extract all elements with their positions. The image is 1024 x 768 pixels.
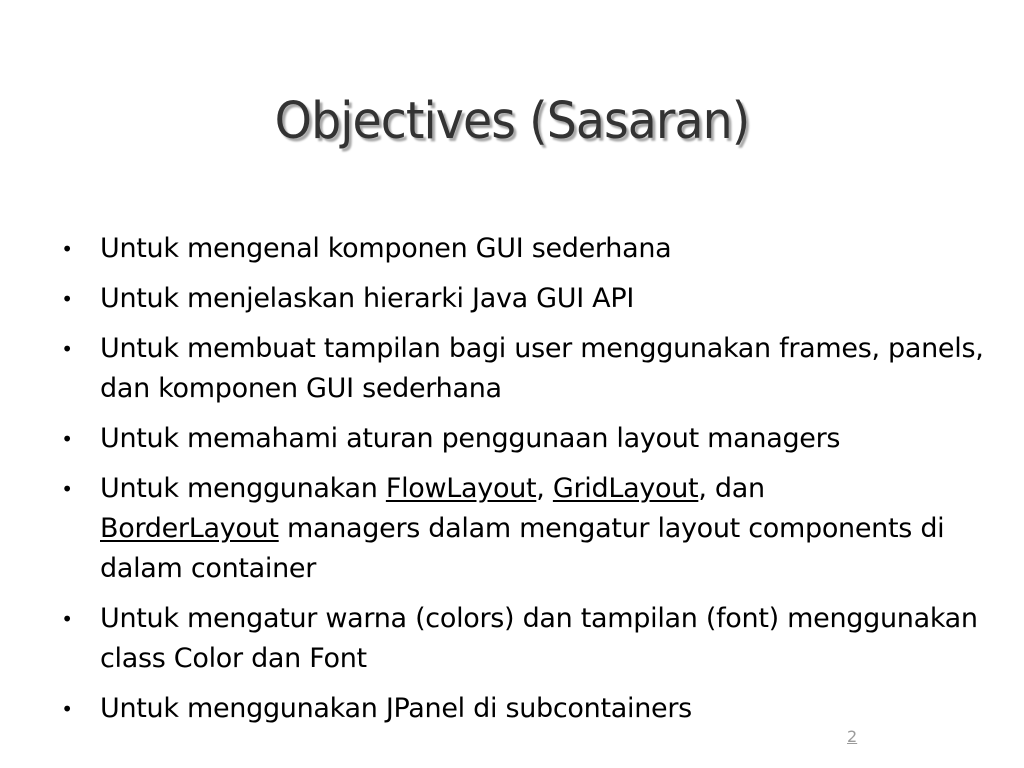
list-item (60, 229, 1000, 269)
bullet-icon: • (61, 337, 73, 361)
list-item (60, 689, 1000, 729)
list-item (60, 599, 1000, 679)
slide-title: Objectives (Sasaran) (274, 92, 750, 151)
list-item-text-before: Untuk menggunakan (100, 473, 386, 504)
list-item-text: Untuk membuat tampilan bagi user menggunakan frames, panels, dan komponen GUI sederhana (100, 333, 984, 404)
bullet-icon: • (61, 477, 73, 501)
list-item (60, 279, 1000, 319)
bullet-icon: • (61, 697, 73, 721)
bullet-icon: • (61, 427, 73, 451)
list-item-text: Untuk memahami aturan penggunaan layout managers (100, 423, 841, 454)
list-item (60, 329, 1000, 409)
list-item-text: Untuk mengatur warna (colors) dan tampilan (font) menggunakan class Color dan Font (100, 603, 978, 674)
objectives-list (60, 229, 1000, 739)
list-item-text: Untuk mengenal komponen GUI sederhana (100, 233, 672, 264)
list-item-text: Untuk menjelaskan hierarki Java GUI API (100, 283, 634, 314)
bullet-icon: • (61, 237, 73, 261)
list-item (60, 419, 1000, 459)
page-number: 2 (847, 727, 858, 746)
bullet-icon: • (61, 287, 73, 311)
list-item (60, 469, 1000, 589)
bullet-icon: • (61, 607, 73, 631)
borderlayout-link[interactable]: BorderLayout (100, 513, 279, 544)
list-item-separator: , dan (698, 473, 765, 504)
list-item-separator: , (536, 473, 553, 504)
list-item-text: Untuk menggunakan JPanel di subcontainers (100, 693, 692, 724)
list-item-text-after: managers dalam mengatur layout components di dalam container (100, 513, 945, 584)
gridlayout-link[interactable]: GridLayout (552, 473, 699, 504)
flowlayout-link[interactable]: FlowLayout (385, 473, 537, 504)
